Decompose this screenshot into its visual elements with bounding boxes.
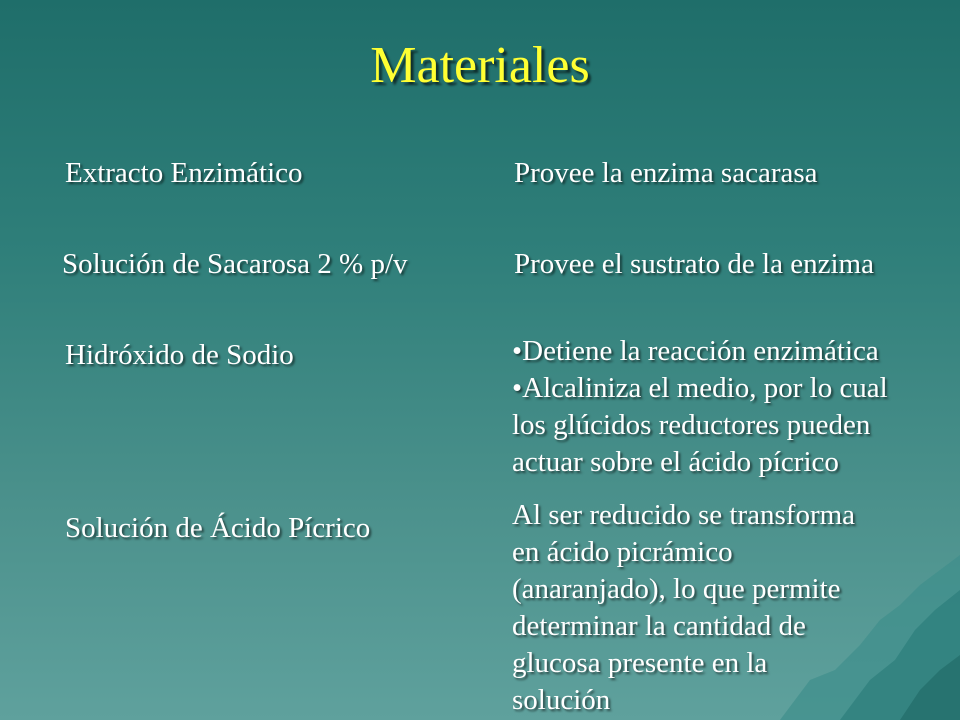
bullet-line-3: los glúcidos reductores pueden xyxy=(512,409,871,441)
purpose-sacarosa: Provee el sustrato de la enzima xyxy=(514,248,874,280)
picrico-line-3: (anaranjado), lo que permite xyxy=(512,573,841,605)
picrico-line-6: solución xyxy=(512,684,611,716)
slide-title: Materiales xyxy=(370,37,590,94)
picrico-line-1: Al ser reducido se transforma xyxy=(512,499,856,531)
picrico-line-5: glucosa presente en la xyxy=(512,647,768,679)
bullet-line-1: •Detiene la reacción enzimática xyxy=(512,335,879,367)
mountain-decoration-icon xyxy=(780,550,960,720)
picrico-line-2: en ácido picrámico xyxy=(512,536,733,568)
bullet-line-2: •Alcaliniza el medio, por lo cual xyxy=(512,372,888,404)
material-hidroxido: Hidróxido de Sodio xyxy=(65,339,294,371)
material-extracto: Extracto Enzimático xyxy=(65,157,303,189)
material-picrico: Solución de Ácido Pícrico xyxy=(65,512,371,544)
material-sacarosa: Solución de Sacarosa 2 % p/v xyxy=(62,248,408,280)
bullet-line-4: actuar sobre el ácido pícrico xyxy=(512,446,839,478)
purpose-extracto: Provee la enzima sacarasa xyxy=(514,157,818,189)
picrico-line-4: determinar la cantidad de xyxy=(512,610,806,642)
